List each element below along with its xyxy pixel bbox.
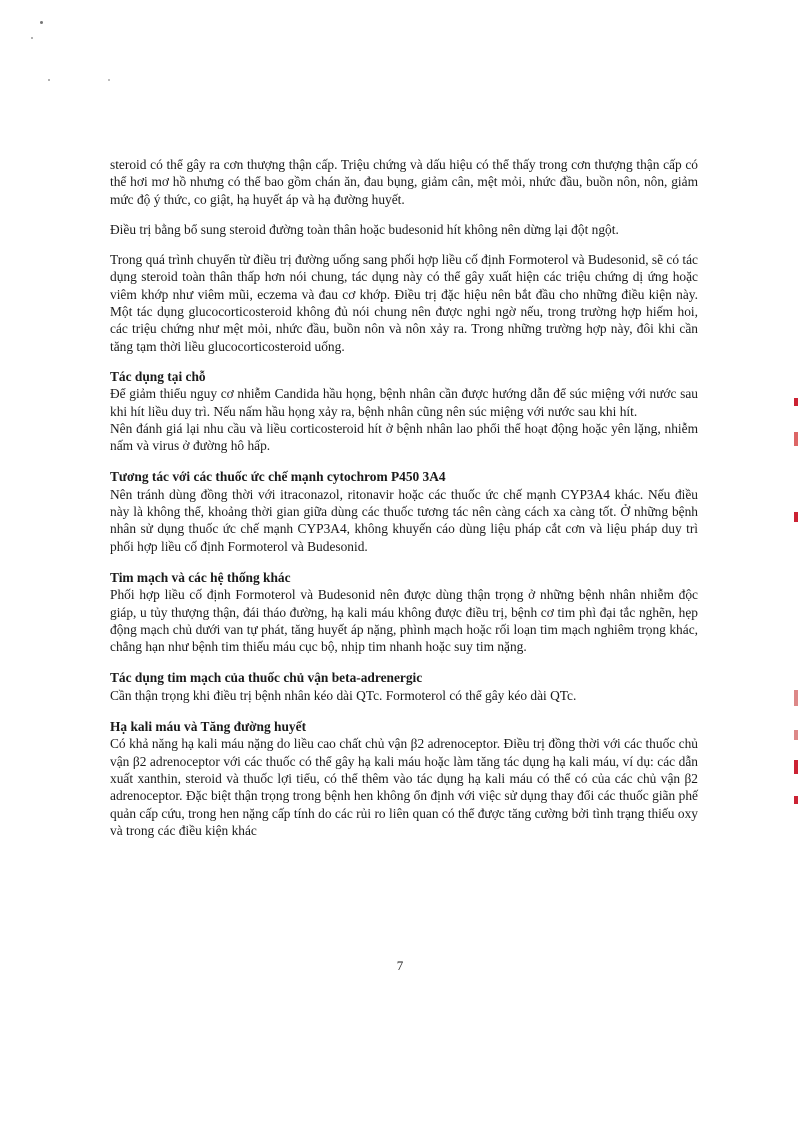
section-heading: Tác dụng tại chỗ: [110, 368, 206, 384]
section-text: Có khả năng hạ kali máu nặng do liều cao chất chủ vận β2 adrenoceptor. Điều trị đồng thời với các thuốc chủ vận β2 adrenoceptor với các thuốc có thể gây hạ kali máu hoặc làm tăng tác dụng hạ kali máu, ví dụ: các dẫn xuất xanthin, steroid và thuốc lợi tiểu, có thể thêm vào tác dụng hạ kali máu có thể có của các chủ vận β2 adrenoceptor. Đặc biệt thận trọng trong bệnh hen không ổn định với việc sử dụng thay đổi các thuốc giãn phế quản cấp cứu, trong hen nặng cấp tính do các rủi ro liên quan có thể được tăng cường bởi tình trạng thiếu oxy và trong các điều kiện khác: [110, 736, 698, 838]
scan-edge-mark: [794, 690, 798, 706]
scan-edge-mark: [794, 760, 798, 774]
section-text: Để giảm thiểu nguy cơ nhiễm Candida hầu họng, bệnh nhân cần được hướng dẫn để súc miệng với nước sau khi hít liều duy trì. Nếu nấm hầu họng xảy ra, bệnh nhân cũng nên súc miệng với nước sau khi hít.: [110, 386, 698, 419]
document-body: [110, 156, 698, 853]
section-heading: Hạ kali máu và Tăng đường huyết: [110, 719, 307, 735]
section-hypokalemia: [110, 718, 698, 839]
scan-edge-mark: [794, 432, 798, 446]
scan-edge-mark: [794, 512, 798, 522]
page-number: 7: [396, 958, 404, 973]
section-heading: Tác dụng tim mạch của thuốc chủ vận beta-adrenergic: [110, 670, 423, 686]
section-heading: Tim mạch và các hệ thống khác: [110, 569, 291, 585]
section-text: Phối hợp liều cố định Formoterol và Budesonid nên được dùng thận trọng ở những bệnh nhân nhiễm độc giáp, u tủy thượng thận, đái tháo đường, hạ kali máu không được điều trị, bệnh cơ tim phì đại tắc nghẽn, hẹp động mạch chủ dưới van tự phát, tăng huyết áp nặng, phình mạch hoặc rối loạn tim mạch nghiêm trọng khác, chẳng hạn như bệnh tim thiếu máu cục bộ, nhịp tim nhanh hoặc suy tim nặng.: [110, 587, 698, 655]
scan-speck: [40, 21, 43, 24]
body-paragraph: Điều trị bằng bổ sung steroid đường toàn thân hoặc budesonid hít không nên dừng lại đột ngột.: [110, 221, 619, 237]
body-paragraph: steroid có thể gây ra cơn thượng thận cấp. Triệu chứng và dấu hiệu có thể thấy trong cơn thượng thận cấp có thể hơi mơ hồ nhưng có thể bao gồm chán ăn, đau bụng, giảm cân, mệt mỏi, nhức đầu, buồn nôn, nôn, giảm mức độ ý thức, co giật, hạ huyết áp và hạ đường huyết.: [110, 157, 698, 207]
section-local-effects: [110, 368, 698, 454]
scan-edge-mark: [794, 796, 798, 804]
body-paragraph: Trong quá trình chuyển từ điều trị đường uống sang phối hợp liều cố định Formoterol và Budesonid, sẽ có tác dụng steroid toàn thân thấp hơn nói chung, tác dụng này có thể gây xuất hiện các triệu chứng dị ứng hoặc viêm khớp như viêm mũi, eczema và đau cơ khớp. Điều trị đặc hiệu nên bắt đầu cho những điều kiện này. Một tác dụng glucocorticosteroid không đủ nói chung nên được nghi ngờ nếu, trong trường hợp hiếm hoi, các triệu chứng như mệt mỏi, nhức đầu, buồn nôn và nôn xảy ra. Trong những trường hợp này, đôi khi cần tăng tạm thời liều glucocorticosteroid uống.: [110, 252, 698, 354]
scan-speck: [48, 79, 50, 81]
section-text: Nên đánh giá lại nhu cầu và liều corticosteroid hít ở bệnh nhân lao phổi thể hoạt động hoặc yên lặng, nhiễm nấm và virus ở đường hô hấp.: [110, 420, 698, 454]
scan-edge-mark: [794, 730, 798, 740]
section-beta-adrenergic: [110, 669, 698, 704]
section-cardiovascular: [110, 569, 698, 655]
scan-edge-mark: [794, 398, 798, 406]
section-text: Nên tránh dùng đồng thời với itraconazol, ritonavir hoặc các thuốc ức chế mạnh CYP3A4 khác. Nếu điều này là không thể, khoảng thời gian giữa dùng các thuốc tương tác nên càng cách xa càng tốt. Ở những bệnh nhân sử dụng thuốc ức chế mạnh CYP3A4, không khuyến cáo dùng liệu pháp cắt cơn và liệu pháp duy trì phối hợp liều cố định Formoterol và Budesonid.: [110, 486, 698, 554]
section-text: Cần thận trọng khi điều trị bệnh nhân kéo dài QTc. Formoterol có thể gây kéo dài QTc.: [110, 687, 577, 703]
scan-speck: [108, 79, 110, 81]
section-heading: Tương tác với các thuốc ức chế mạnh cytochrom P450 3A4: [110, 469, 446, 485]
scan-speck: [31, 37, 33, 39]
section-cyp3a4-interactions: [110, 468, 698, 554]
